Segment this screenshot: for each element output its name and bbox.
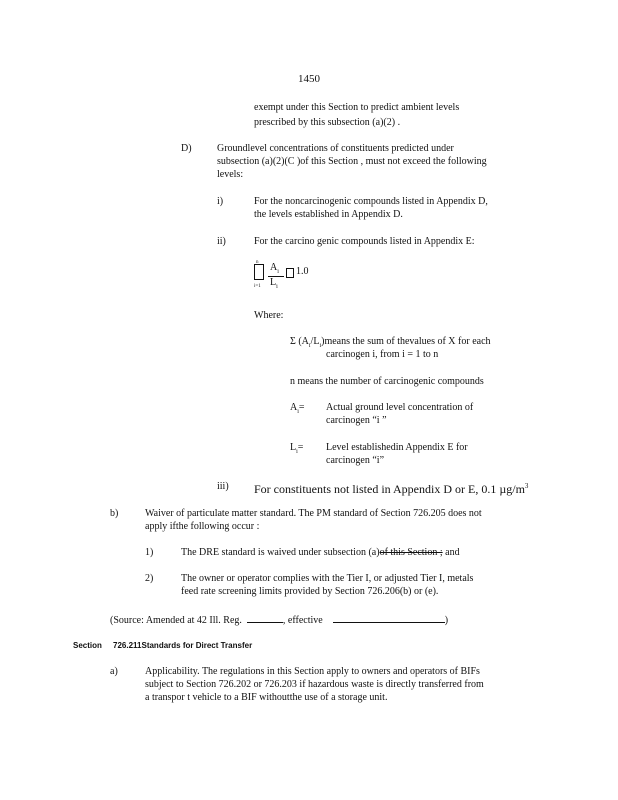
sum-term-sub-2: i — [319, 343, 322, 349]
def-A-line-1: Actual ground level concentration of — [326, 402, 474, 413]
item-ii-line-1: For the carcino genic compounds listed in Appendix E: — [254, 236, 475, 247]
item-a-line-1: Applicability. The regulations in this Section apply to owners and operators of BIFs — [145, 666, 480, 677]
sum-term-sub-1: i — [308, 343, 311, 349]
source-prefix: (Source: Amended at 42 Ill. Reg. — [110, 615, 242, 626]
source-blank-reg — [247, 612, 283, 623]
formula-numerator — [270, 262, 279, 275]
sum-term-a: Σ (A — [290, 336, 309, 347]
item-D-line-1: Groundlevel concentrations of constituents predicted under — [217, 143, 454, 154]
A-term-equals: = — [298, 402, 305, 413]
formula-lower-limit: i=1 — [254, 284, 261, 289]
def-A-line-2: carcinogen “i ” — [326, 415, 387, 426]
item-D-line-2: subsection (a)(2)(C )of this Section , must not exceed the following — [217, 156, 487, 167]
def-sum-line-2: carcinogen i, from i = 1 to n — [326, 349, 439, 360]
numerator-subscript: i — [277, 269, 279, 275]
item-label-b2: 2) — [145, 573, 154, 584]
item-b2-line-1: The owner or operator complies with the Tier I, or adjusted Tier I, metals — [181, 573, 474, 584]
def-L-term — [290, 441, 303, 459]
sum-term-l: /L — [310, 336, 320, 347]
item-b1-text — [181, 546, 460, 560]
item-b1-struck: of this Section ; — [379, 547, 443, 558]
def-sum-line-1: means the sum of thevalues of X for each — [324, 336, 491, 347]
formula-rhs: 1.0 — [296, 266, 309, 277]
item-b2-line-2: feed rate screening limits provided by Section 726.206(b) or (e). — [181, 586, 439, 597]
item-D-line-3: levels: — [217, 169, 244, 180]
def-L-line-2: carcinogen “i” — [326, 455, 385, 466]
sum-term-close: ) — [321, 336, 325, 347]
item-label-D: D) — [181, 143, 192, 154]
numerator-text: A — [270, 262, 278, 273]
item-label-b1: 1) — [145, 547, 154, 558]
section-heading-label: Section — [73, 641, 102, 650]
section-heading-title: 726.211Standards for Direct Transfer — [113, 641, 253, 650]
def-L-line-1: Level establishedin Appendix E for — [326, 442, 468, 453]
L-term-letter: L — [290, 442, 297, 453]
item-label-ii: ii) — [217, 236, 226, 247]
summation-formula — [254, 262, 324, 298]
item-b1-text-b: and — [442, 547, 460, 558]
item-b-line-2: apply ifthe following occur : — [145, 521, 260, 532]
formula-denominator — [270, 277, 278, 290]
item-i-line-2: the levels established in Appendix D. — [254, 209, 403, 220]
def-n: n means the number of carcinogenic compounds — [290, 376, 484, 387]
source-mid: , effective — [282, 615, 323, 626]
denominator-text: L — [270, 277, 277, 288]
summation-symbol — [254, 264, 264, 280]
A-term-sub: i — [297, 409, 299, 415]
source-note — [110, 612, 448, 628]
item-label-iii: iii) — [217, 481, 229, 492]
item-label-i: i) — [217, 196, 224, 207]
page-number: 1450 — [298, 73, 320, 85]
L-term-sub: i — [296, 449, 298, 455]
item-i-line-1: For the noncarcinogenic compounds listed in Appendix D, — [254, 196, 488, 207]
L-term-equals: = — [297, 442, 304, 453]
item-label-b: b) — [110, 508, 119, 519]
formula-upper-limit: n — [256, 260, 259, 265]
item-label-a: a) — [110, 666, 118, 677]
A-term-letter: A — [290, 402, 298, 413]
operator-placeholder — [286, 268, 294, 278]
continuation-line-2: prescribed by this subsection (a)(2) . — [254, 117, 401, 128]
item-b-line-1: Waiver of particulate matter standard. The PM standard of Section 726.205 does not — [145, 508, 482, 519]
item-b1-text-a: The DRE standard is waived under subsection (a) — [181, 547, 380, 558]
where-label: Where: — [254, 310, 284, 321]
source-blank-effective — [333, 612, 445, 623]
item-iii-text — [254, 479, 528, 496]
def-A-term — [290, 401, 305, 419]
source-end: ) — [444, 615, 449, 626]
continuation-line-1: exempt under this Section to predict ambient levels — [254, 102, 460, 113]
item-iii-main: For constituents not listed in Appendix D or E, 0.1 µg/m — [254, 482, 525, 496]
item-iii-superscript: 3 — [524, 482, 529, 490]
item-a-line-3: a transpor t vehicle to a BIF withoutthe use of a storage unit. — [145, 692, 388, 703]
item-a-line-2: subject to Section 726.202 or 726.203 if hazardous waste is directly transferred from — [145, 679, 484, 690]
denominator-subscript: i — [276, 284, 278, 290]
